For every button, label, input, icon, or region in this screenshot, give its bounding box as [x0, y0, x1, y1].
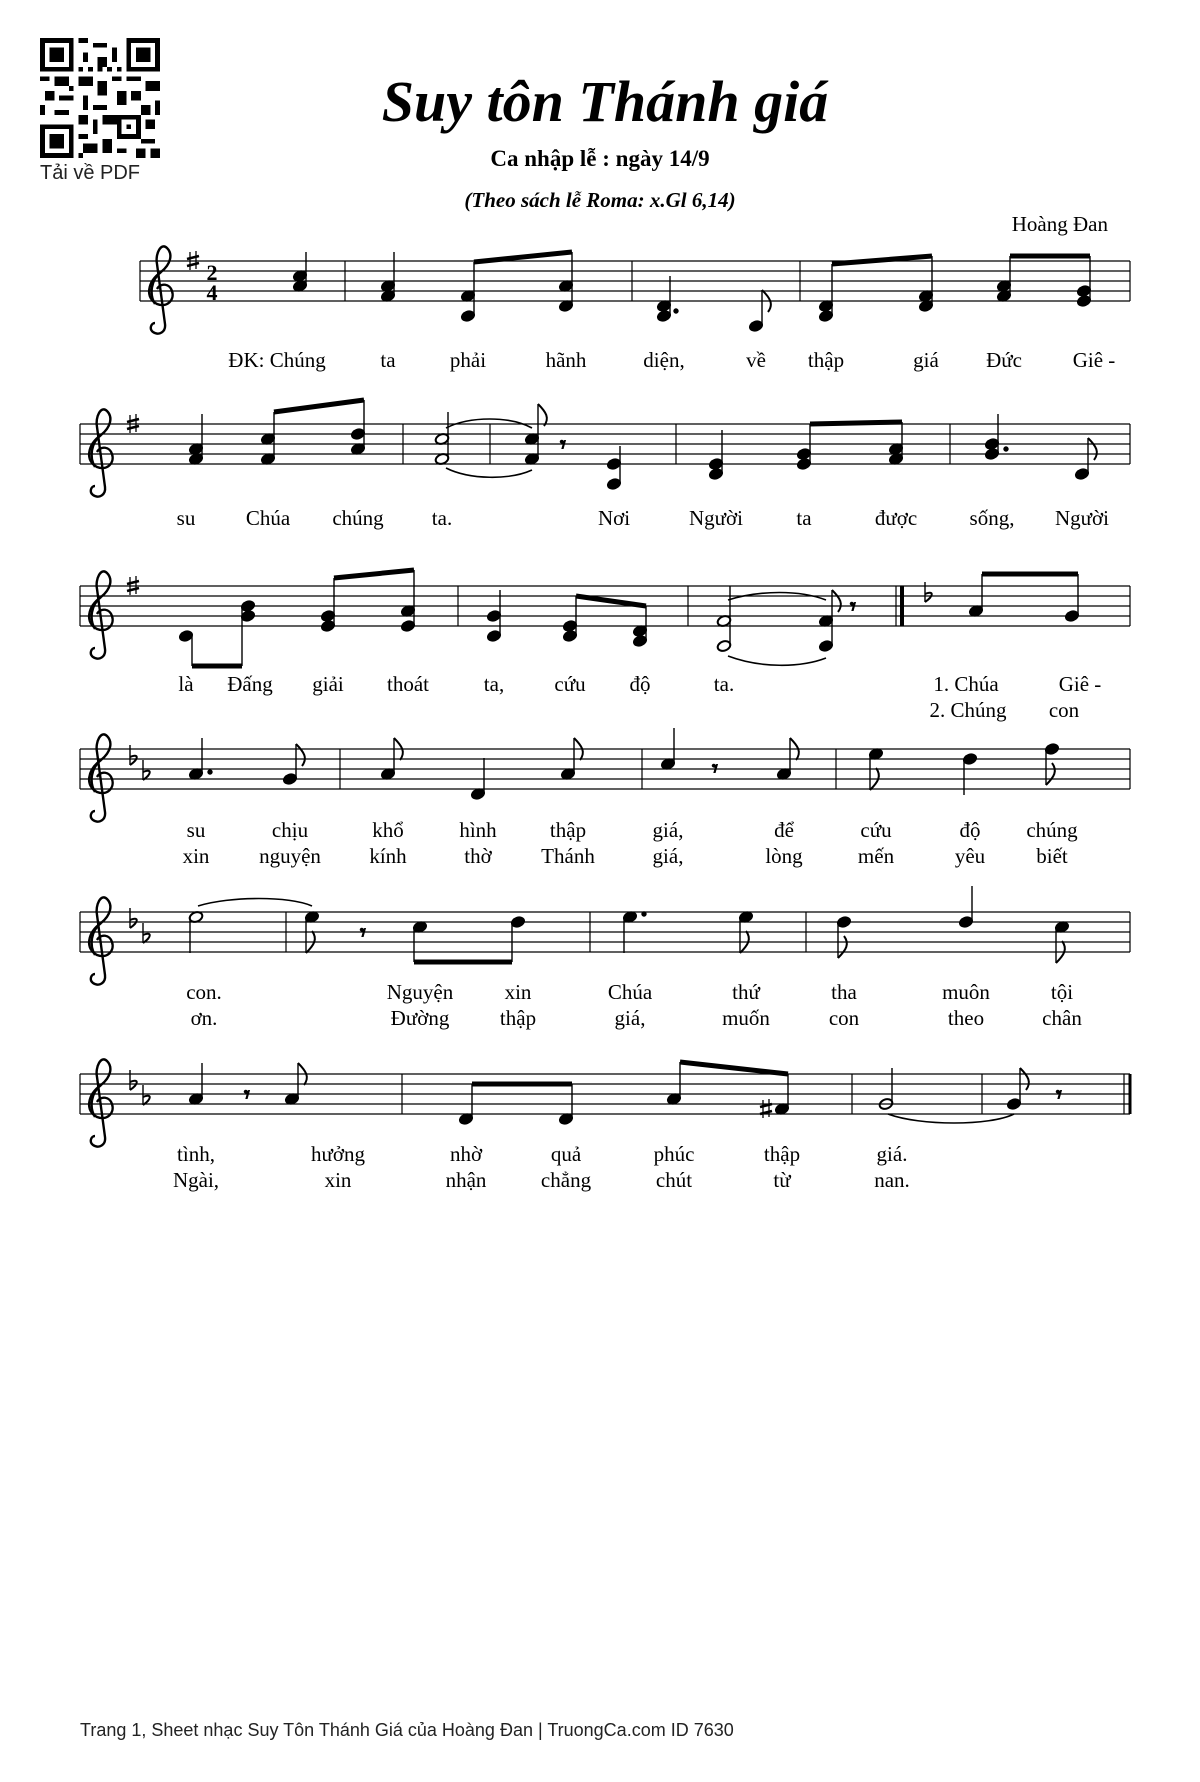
staff-system-2 [80, 424, 1130, 464]
svg-text:2: 2 [206, 260, 218, 285]
lyric-syllable: Chúa [245, 506, 291, 530]
svg-text:4: 4 [206, 280, 218, 305]
lyrics-line-6-verse-2 [0, 1168, 1200, 1196]
lyric-syllable: nan. [874, 1168, 910, 1192]
lyric-syllable: giá, [652, 818, 684, 842]
lyrics-line-3 [0, 672, 1200, 700]
lyric-syllable: tội [1050, 980, 1074, 1004]
lyric-syllable: chẳng [540, 1168, 592, 1192]
lyric-syllable: độ [959, 818, 981, 842]
svg-text:𝄾: 𝄾 [560, 432, 566, 457]
lyric-syllable: chịu [271, 818, 309, 842]
lyric-syllable: giá, [614, 1006, 646, 1030]
song-subtitle: Ca nhập lễ : ngày 14/9 [490, 146, 710, 171]
lyric-syllable: chút [655, 1168, 693, 1192]
lyric-syllable: con [1048, 698, 1080, 722]
lyric-syllable: về [746, 348, 766, 372]
lyric-syllable: chúng [332, 506, 384, 530]
lyric-syllable: thờ [464, 844, 492, 868]
lyric-syllable: Chúa [607, 980, 653, 1004]
lyric-syllable: ơn. [190, 1006, 218, 1030]
lyric-syllable: 2. Chúng [929, 698, 1007, 722]
lyrics-line-4-verse-2 [0, 844, 1200, 872]
lyric-syllable: thập [763, 1142, 801, 1166]
lyric-syllable: thập [549, 818, 587, 842]
lyric-syllable: muốn [722, 1006, 770, 1030]
lyric-syllable: nhờ [449, 1142, 483, 1166]
lyric-syllable: ta [796, 506, 812, 530]
lyrics-line-1 [0, 348, 1200, 376]
lyric-syllable: giá. [876, 1142, 908, 1166]
lyric-syllable: được [874, 506, 918, 530]
lyric-syllable: Nơi [597, 506, 631, 530]
lyric-syllable: nhận [445, 1168, 487, 1192]
lyric-syllable: diện, [643, 348, 685, 372]
lyric-syllable: Đức [986, 348, 1022, 372]
lyric-syllable: cứu [860, 818, 892, 842]
svg-text:𝄾: 𝄾 [850, 594, 856, 619]
lyric-syllable: để [774, 818, 794, 842]
lyric-syllable: xin [504, 980, 532, 1004]
lyric-syllable: chúng [1026, 818, 1078, 842]
lyric-syllable: là [178, 672, 194, 696]
lyric-syllable: Thánh [541, 844, 595, 868]
svg-text:𝄾: 𝄾 [1056, 1082, 1062, 1107]
notes-system-3 [178, 570, 1079, 666]
lyric-syllable: su [176, 506, 196, 530]
lyric-syllable: theo [947, 1006, 985, 1030]
lyric-syllable: từ [773, 1168, 791, 1192]
lyric-syllable: quả [550, 1142, 582, 1166]
lyrics-line-6-verse-1 [0, 1142, 1200, 1170]
lyrics-line-4-verse-1 [0, 818, 1200, 846]
lyric-syllable: thập [499, 1006, 537, 1030]
lyric-syllable: Giê - [1058, 672, 1102, 696]
lyric-syllable: hình [459, 818, 497, 842]
lyric-syllable: giá, [652, 844, 684, 868]
lyric-syllable: độ [629, 672, 651, 696]
download-pdf-link[interactable]: Tải về PDF [40, 162, 141, 184]
svg-text:𝄾: 𝄾 [360, 920, 366, 945]
lyric-syllable: nguyện [259, 844, 321, 868]
lyric-syllable: 1. Chúa [933, 672, 999, 696]
lyric-syllable: Giê - [1072, 348, 1116, 372]
lyric-syllable: hãnh [545, 348, 587, 372]
lyric-syllable: ta. [431, 506, 453, 530]
lyric-syllable: Đấng [227, 672, 273, 696]
lyric-syllable: chân [1042, 1006, 1082, 1030]
lyric-syllable: khổ [372, 818, 404, 842]
lyric-syllable: Người [689, 506, 743, 530]
lyric-syllable: con. [186, 980, 222, 1004]
lyric-syllable: su [186, 818, 206, 842]
svg-text:𝄾: 𝄾 [712, 756, 718, 781]
song-title: Suy tôn Thánh giá [381, 69, 829, 134]
lyric-syllable: thập [807, 348, 845, 372]
song-source: (Theo sách lễ Roma: x.Gl 6,14) [464, 188, 736, 212]
lyric-syllable: phải [449, 348, 487, 372]
lyric-syllable: phúc [653, 1142, 695, 1166]
lyric-syllable: thứ [732, 980, 760, 1004]
lyrics-line-5-verse-2 [0, 1006, 1200, 1034]
lyric-syllable: kính [369, 844, 407, 868]
page-footer: Trang 1, Sheet nhạc Suy Tôn Thánh Giá của Hoàng Đan | TruongCa.com ID 7630 [80, 1720, 734, 1740]
lyric-syllable: tha [831, 980, 857, 1004]
lyric-syllable: thoát [387, 672, 429, 696]
lyric-syllable: hưởng [311, 1142, 365, 1166]
lyric-syllable: xin [324, 1168, 352, 1192]
lyric-syllable: lòng [765, 844, 803, 868]
lyric-syllable: con [828, 1006, 860, 1030]
notes-system-1 [292, 252, 1091, 333]
lyric-syllable: Đường [390, 1006, 450, 1030]
staff-system-6 [80, 1074, 1130, 1114]
lyrics-line-5-verse-1 [0, 980, 1200, 1008]
lyric-syllable: xin [182, 844, 210, 868]
lyric-syllable: yêu [954, 844, 986, 868]
notes-system-2 [188, 400, 1097, 491]
lyrics-line-3b [0, 698, 1200, 726]
lyrics-line-2 [0, 506, 1200, 534]
lyric-syllable: tình, [177, 1142, 215, 1166]
lyric-syllable: ĐK: Chúng [228, 348, 326, 372]
lyric-syllable: muôn [942, 980, 990, 1004]
lyric-syllable: cứu [554, 672, 586, 696]
lyric-syllable: giải [312, 672, 344, 696]
lyric-syllable: Nguyện [386, 980, 454, 1004]
lyric-syllable: biết [1036, 844, 1068, 868]
staff-system-3 [80, 586, 1130, 626]
lyric-syllable: ta [380, 348, 396, 372]
lyric-syllable: ta. [713, 672, 735, 696]
lyric-syllable: mến [857, 844, 895, 868]
lyric-syllable: giá [913, 348, 939, 372]
lyric-syllable: Ngài, [172, 1168, 220, 1192]
staff-system-1 [140, 261, 1130, 301]
composer-name: Hoàng Đan [1011, 212, 1108, 236]
lyric-syllable: sống, [969, 506, 1015, 530]
lyric-syllable: Người [1055, 506, 1109, 530]
svg-text:𝄾: 𝄾 [244, 1082, 250, 1107]
lyric-syllable: ta, [483, 672, 505, 696]
notes-system-4 [188, 728, 1059, 801]
